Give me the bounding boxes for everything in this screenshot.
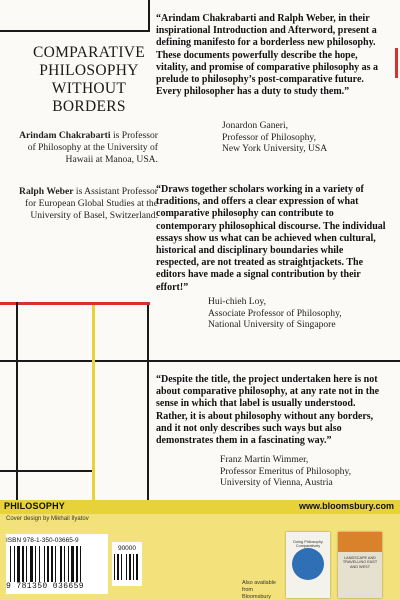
decor-line-red <box>395 48 398 78</box>
isbn-number: 9 781350 036659 <box>6 582 85 591</box>
quote-attribution <box>220 454 351 489</box>
attribution-line: New York University, USA <box>222 143 328 155</box>
editor-name: Ralph Weber <box>19 186 74 197</box>
footer-panel <box>0 514 400 600</box>
price-code: 90000 <box>117 545 137 552</box>
attribution-line: Professor of Philosophy, <box>222 131 316 143</box>
cover-credit: Cover design by Mikhail Ilyatov <box>6 516 89 522</box>
quote-attribution <box>208 296 342 331</box>
price-barcode-icon <box>114 554 140 580</box>
decor-line <box>148 0 150 30</box>
subject-label: PHILOSOPHY <box>4 501 66 511</box>
attribution-line: Jonardon Ganeri, <box>222 120 289 131</box>
related-book-title: Doing Philosophy Comparatively <box>293 540 323 549</box>
related-book-cover <box>338 532 382 598</box>
attribution-line: Associate Professor of Philosophy, <box>208 307 342 319</box>
also-available-label: Also available from Bloomsbury <box>242 580 276 600</box>
book-cover-graphic <box>292 548 324 580</box>
quote-attribution <box>222 120 327 155</box>
isbn-label: ISBN 978-1-350-03665-9 <box>6 537 79 544</box>
title-line: WITHOUT <box>51 80 127 97</box>
attribution-line: National University of Singapore <box>208 319 336 331</box>
editor-bio-text: is Assistant Professor for European Global Studies at the University of Basel, Switzerland. <box>25 186 158 221</box>
book-cover-graphic <box>338 532 382 552</box>
decor-line <box>0 30 150 32</box>
attribution-line: University of Vienna, Austria <box>220 477 333 489</box>
title-line: BORDERS <box>52 98 126 115</box>
decor-line <box>0 470 92 472</box>
decor-line <box>0 360 400 362</box>
decor-line-red <box>0 302 150 305</box>
attribution-line: Franz Martin Wimmer, <box>220 454 309 465</box>
related-book-cover <box>286 532 330 598</box>
editor-name: Arindam Chakrabarti <box>19 130 111 141</box>
review-quote: “Despite the title, the project undertaken here is not about comparative philosophy, at any rate not in the sense in which that label is usually understood. Rather, it is about philosophy without any borders, and it not only describes such ways but also demonstrates them in a fascinating way.” <box>156 374 380 447</box>
footer-bar <box>0 500 400 514</box>
review-quote: “Arindam Chakrabarti and Ralph Weber, in their inspirational Introduction and Afterword, present a defining manifesto for a borderless new philosophy. These documents powerfully describe the hope, vitality, and promise of comparative philosophy as a prelude to philosophy’s post-comparative future. Every philosopher has a duty to study them.” <box>156 13 379 98</box>
publisher-website: www.bloomsbury.com <box>298 501 394 511</box>
attribution-line: Hui-chieh Loy, <box>208 296 266 307</box>
attribution-line: Professor Emeritus of Philosophy, <box>220 465 352 477</box>
title-line: COMPARATIVE <box>32 44 146 61</box>
related-book-title: LANDSCAPE AND TRAVELLING EAST AND WEST <box>342 556 378 569</box>
barcode-icon <box>10 546 100 582</box>
decor-line <box>147 305 149 500</box>
editor-bio-text: is Professor of Philosophy at the University of Hawaii at Manoa, USA. <box>27 130 158 165</box>
title-line: PHILOSOPHY <box>39 62 139 79</box>
editor-bio <box>12 186 158 222</box>
review-quote: “Draws together scholars working in a variety of traditions, and offers a clear expression of what comparative philosophy can contribute to contemporary philosophical discourse. The individual essays show us what can be achieved when cultural, historical and disciplinary boundaries while respected, are not treated as straightjackets. The editors have made a signal contribution by their effort!” <box>156 184 386 293</box>
editor-bio <box>12 130 158 166</box>
book-title <box>18 44 160 116</box>
decor-line-yellow <box>92 305 95 500</box>
